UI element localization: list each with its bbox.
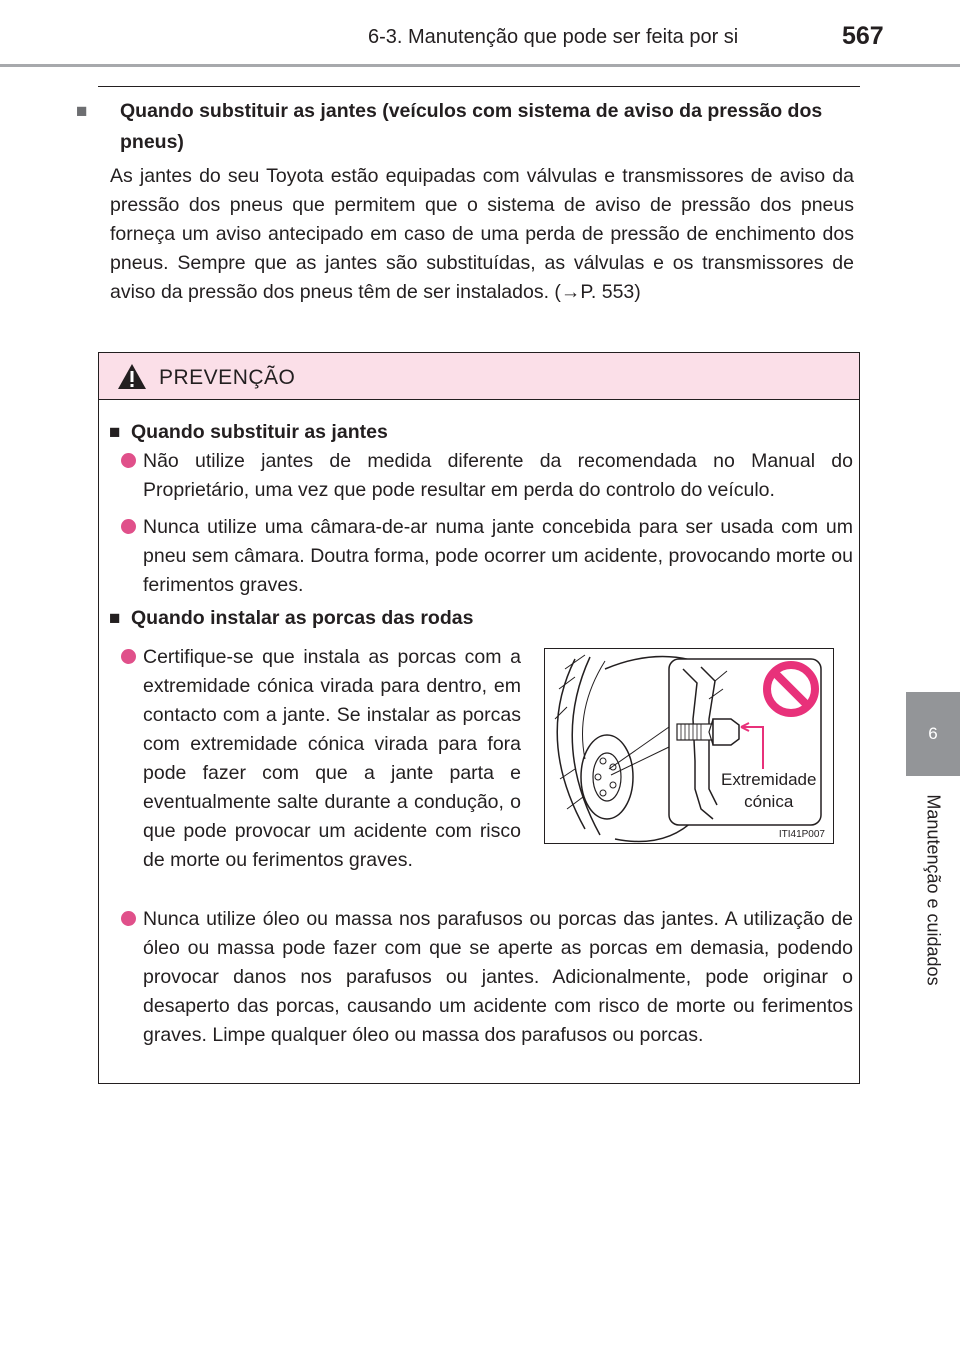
- warning-header: [99, 353, 859, 400]
- section-heading-text: Quando substituir as jantes (veículos com sistema de aviso da pressão dos pneus): [120, 100, 823, 153]
- warning-bullet: [143, 513, 853, 600]
- running-header: 6-3. Manutenção que pode ser feita por si: [368, 26, 739, 48]
- chapter-label: Manutenção e cuidados: [923, 794, 944, 986]
- square-bullet-icon: ■: [76, 101, 88, 122]
- warning-title: PREVENÇÃO: [159, 366, 296, 389]
- square-bullet-icon: ■: [109, 422, 121, 443]
- bullet-dot-icon: [121, 453, 136, 468]
- section-rim-replacement: [76, 96, 860, 307]
- warning-subheading-2: [109, 607, 473, 630]
- warning-bullet: [143, 447, 853, 505]
- warning-subheading-text: Quando instalar as porcas das rodas: [131, 607, 474, 629]
- bullet-text: Certifique-se que instala as porcas com a extremidade cónica virada para dentro, em contacto com a jante. Se instalar as porcas com extremidade cónica virada para fora pode fazer com que a jante parta e eventualmente salte durante a condução, o que pode provocar um acidente com risco de morte ou ferimentos graves.: [143, 646, 521, 871]
- bullet-text: Nunca utilize uma câmara-de-ar numa jante concebida para ser usada com um pneu sem câmara. Doutra forma, pode ocorrer um acidente, provocando morte ou ferimentos graves.: [143, 516, 853, 596]
- warning-bullet: [143, 643, 521, 875]
- figure-label-line: cónica: [744, 792, 794, 811]
- page-number: 567: [842, 22, 884, 50]
- bullet-dot-icon: [121, 911, 136, 926]
- bullet-dot-icon: [121, 519, 136, 534]
- wheel-drawing: [545, 649, 833, 843]
- square-bullet-icon: ■: [109, 608, 121, 629]
- warning-subheading-text: Quando substituir as jantes: [131, 421, 388, 443]
- chapter-tab: 6: [906, 692, 960, 776]
- section-rule: [98, 86, 860, 87]
- wheel-nut-illustration: [544, 648, 834, 844]
- bullet-dot-icon: [121, 649, 136, 664]
- section-heading: [76, 96, 860, 158]
- bullet-text: Nunca utilize óleo ou massa nos parafusos ou porcas das jantes. A utilização de óleo ou massa pode fazer com que se aperte as porcas em demasia, podendo provocar danos nos parafusos ou jantes. Adicionalmente, pode originar o desaperto das porcas, causando um acidente com risco de morte ou ferimentos graves. Limpe qualquer óleo ou massa dos parafusos ou porcas.: [143, 908, 853, 1046]
- warning-bullet: [143, 905, 853, 1050]
- header-rule: [0, 64, 960, 67]
- figure-label: [721, 769, 816, 813]
- warning-subheading-1: [109, 421, 388, 444]
- section-body: As jantes do seu Toyota estão equipadas com válvulas e transmissores de aviso da pressão dos pneus que permitem que o sistema de aviso de pressão dos pneus forneça um aviso antecipado em caso de uma perda de pressão de enchimento dos pneus. Sempre que as jantes são substituídas, as válvulas e os transmissores de aviso da pressão dos pneus têm de ser instalados. (→P. 553): [110, 165, 854, 303]
- bullet-text: Não utilize jantes de medida diferente da recomendada no Manual do Proprietário, uma vez que pode resultar em perda do controlo do veículo.: [143, 450, 853, 501]
- figure-label-line: Extremidade: [721, 770, 817, 789]
- warning-triangle-icon: [117, 363, 147, 391]
- figure-code: ITI41P007: [778, 829, 825, 840]
